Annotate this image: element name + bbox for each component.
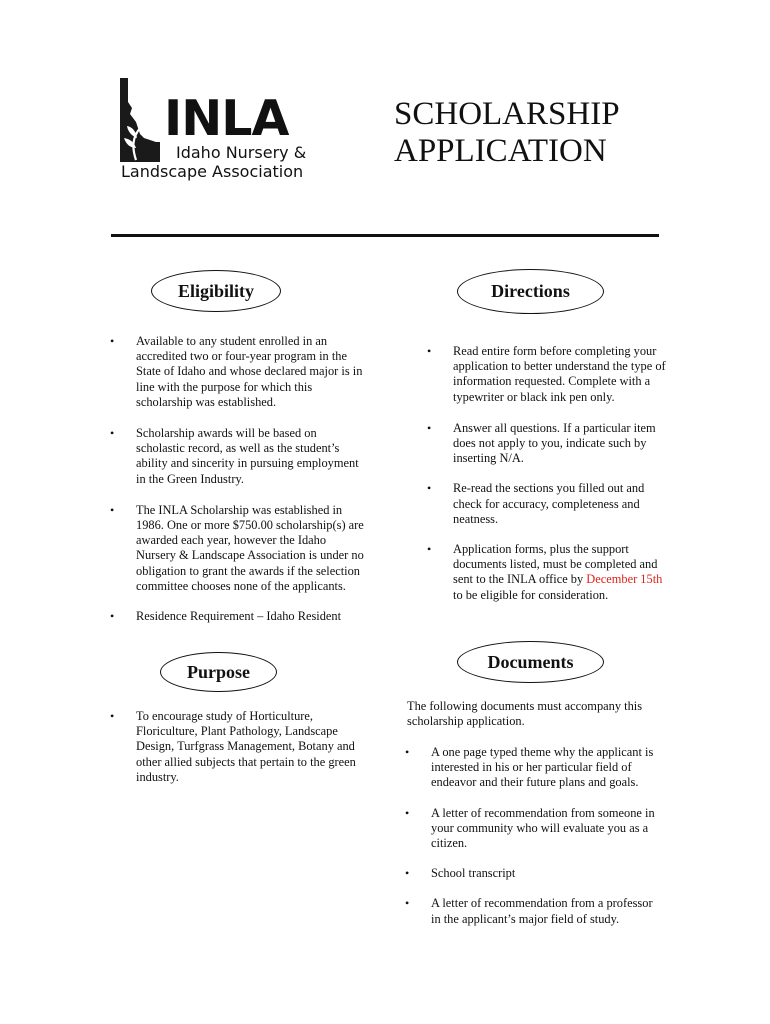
eligibility-item: • Scholarship awards will be based on scholastic record, as well as the student’s ability and sincerity in pursuing employment in the Green Industry. xyxy=(110,426,368,487)
purpose-heading: Purpose xyxy=(160,652,277,692)
documents-item: • A one page typed theme why the applicant is interested in his or her particular field of endeavor and their future plans and goals. xyxy=(405,745,663,791)
eligibility-item: • Available to any student enrolled in an accredited two or four-year program in the State of Idaho and whose declared major is in line with the purpose for which this scholarship was established. xyxy=(110,334,368,410)
documents-item: • A letter of recommendation from someone in your community who will evaluate you as a citizen. xyxy=(405,806,663,852)
directions-list xyxy=(427,344,667,603)
directions-heading: Directions xyxy=(457,269,604,314)
idaho-state-logo-icon xyxy=(110,76,170,166)
deadline-date: December 15th xyxy=(586,572,663,587)
documents-list xyxy=(405,745,663,927)
logo-name-line2: Landscape Association xyxy=(121,162,304,181)
documents-intro: The following documents must accompany this scholarship application. xyxy=(407,699,643,729)
page-title xyxy=(394,96,620,170)
header-divider xyxy=(111,234,659,237)
deadline-text-after: to be eligible for consideration. xyxy=(453,587,609,602)
title-line1: SCHOLARSHIP xyxy=(394,96,620,132)
directions-item: • Read entire form before completing your application to better understand the type of information requested. Complete with a typewriter or black ink pen only. xyxy=(427,344,667,405)
directions-item-deadline xyxy=(427,542,667,603)
directions-item: • Re-read the sections you filled out and check for accuracy, completeness and neatness. xyxy=(427,481,667,527)
logo-abbreviation: INLA xyxy=(164,90,289,147)
logo-name-line1: Idaho Nursery & xyxy=(176,143,307,162)
purpose-item: • To encourage study of Horticulture, Floriculture, Plant Pathology, Landscape Design, Turfgrass Management, Botany and other allied subjects that pertain to the green industry. xyxy=(110,709,368,785)
title-line2: APPLICATION xyxy=(394,133,607,169)
documents-item: • A letter of recommendation from a professor in the applicant’s major field of study. xyxy=(405,896,663,926)
documents-heading: Documents xyxy=(457,641,604,683)
directions-item: • Answer all questions. If a particular item does not apply to you, indicate such by inserting N/A. xyxy=(427,421,667,467)
documents-item: • School transcript xyxy=(405,866,663,881)
deadline-text-before: Application forms, plus the support documents listed, must be completed and sent to the INLA office by xyxy=(453,542,658,587)
purpose-list xyxy=(110,709,368,785)
eligibility-list xyxy=(110,334,368,624)
eligibility-item: • Residence Requirement – Idaho Resident xyxy=(110,609,368,624)
eligibility-heading: Eligibility xyxy=(151,270,281,312)
eligibility-item: • The INLA Scholarship was established in 1986. One or more $750.00 scholarship(s) are awarded each year, however the Idaho Nursery & Landscape Association is under no obligation to grant the awards if the selection committee chooses none of the applicants. xyxy=(110,503,368,594)
